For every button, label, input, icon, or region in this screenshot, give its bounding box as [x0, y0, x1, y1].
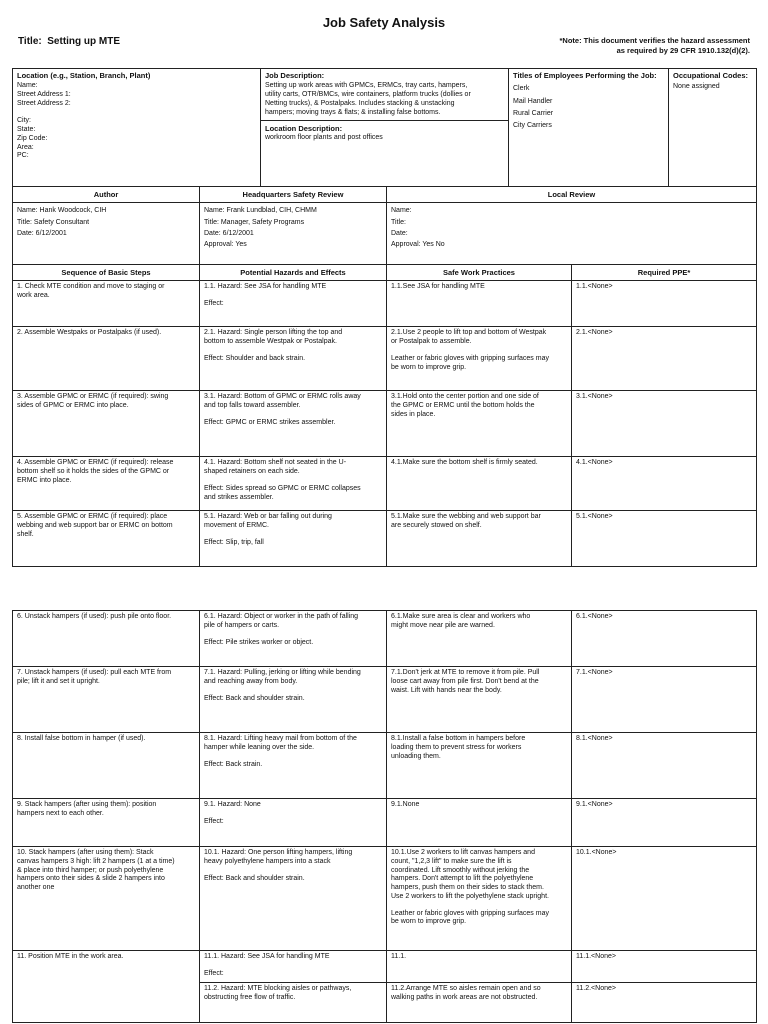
- practice-cell: [387, 457, 572, 511]
- column-practices: Safe Work Practices: [387, 265, 572, 281]
- hazard-text: 1.1. Hazard: See JSA for handling MTE: [204, 283, 327, 291]
- local-review-info: Name: Title: Date: Approval: Yes No: [387, 203, 757, 265]
- column-ppe: Required PPE*: [572, 265, 757, 281]
- hazard-text: 3.1. Hazard: Bottom of GPMC or ERMC rolls away and top falls toward assembler.: [204, 393, 361, 410]
- practice-text: 5.1.Make sure the webbing and web support bar are securely stowed on shelf.: [391, 513, 541, 530]
- practice-cell: [387, 733, 572, 799]
- practice-note: Leather or fabric gloves with gripping surfaces may be worn to improve grip.: [391, 909, 549, 926]
- step-row: [13, 391, 757, 457]
- steps-table-2: [12, 610, 757, 1023]
- codes-cell: [669, 69, 757, 187]
- practice-text: 2.1.Use 2 people to lift top and bottom of Westpak or Postalpak to assemble.: [391, 329, 547, 346]
- hazard-text: 10.1. Hazard: One person lifting hampers, lifting heavy polyethylene hampers into a stack: [204, 849, 353, 865]
- hazard-cell: [200, 281, 387, 327]
- ppe-cell: 11.1.<None>: [572, 951, 757, 983]
- ppe-cell: 2.1.<None>: [572, 327, 757, 391]
- practice-text: 9.1.None: [391, 801, 420, 808]
- effect-text: Effect: Shoulder and back strain.: [204, 354, 306, 362]
- practice-text: 3.1.Hold onto the center portion and one side of the GPMC or ERMC until the bottom holds the sides in place.: [391, 393, 539, 418]
- ppe-cell: 10.1.<None>: [572, 847, 757, 951]
- info-table: [12, 68, 757, 187]
- hazard-cell: [200, 847, 387, 951]
- hazard-cell: [200, 611, 387, 667]
- effect-text: Effect: Back and shoulder strain.: [204, 874, 305, 882]
- practice-text: 6.1.Make sure area is clear and workers who might move near pile are warned.: [391, 613, 531, 629]
- location-heading: Location (e.g., Station, Branch, Plant): [17, 71, 151, 80]
- column-hazards: Potential Hazards and Effects: [200, 265, 387, 281]
- review-table: [12, 186, 757, 265]
- step-row: [13, 281, 757, 327]
- hazard-text: 2.1. Hazard: Single person lifting the top and bottom to assemble Westpak or Postalpak.: [204, 329, 343, 346]
- effect-text: Effect:: [204, 300, 224, 308]
- hazard-text: 5.1. Hazard: Web or bar falling out during movement of ERMC.: [204, 513, 332, 530]
- practice-text: 10.1.Use 2 workers to lift canvas hampers and count, "1,2,3 lift" to make sure the lift is coordinated. Lift smoothly without jerking the hampers. Don't attempt to lift the polyethylene hampers, push them on their sides to stack them. Use 2 workers to lift the polyethylene stack upright.: [391, 849, 549, 900]
- practice-text: 1.1.See JSA for handling MTE: [391, 283, 485, 291]
- practice-cell: [387, 799, 572, 847]
- author-heading: Author: [13, 187, 200, 203]
- ppe-cell: 6.1.<None>: [572, 611, 757, 667]
- effect-text: Effect: GPMC or ERMC strikes assembler.: [204, 418, 336, 426]
- step-cell: 11. Position MTE in the work area.: [13, 951, 200, 1023]
- hazard-cell: [200, 327, 387, 391]
- practice-text: 4.1.Make sure the bottom shelf is firmly seated.: [391, 459, 538, 467]
- practice-cell: [387, 281, 572, 327]
- effect-text: Effect:: [204, 969, 224, 977]
- practice-cell: [387, 327, 572, 391]
- codes-value: None assigned: [673, 83, 720, 91]
- employees-heading: Titles of Employees Performing the Job:: [513, 71, 657, 80]
- step-cell: 2. Assemble Westpaks or Postalpaks (if used).: [13, 327, 200, 391]
- step-cell: 3. Assemble GPMC or ERMC (if required): swing sides of GPMC or ERMC into place.: [13, 391, 200, 457]
- column-steps: Sequence of Basic Steps: [13, 265, 200, 281]
- practice-text: 7.1.Don't jerk at MTE to remove it from pile. Pull loose cart away from pile first. Don't bend at the waist. Lift with hands near the body.: [391, 669, 540, 694]
- author-info: Name: Hank Woodcock, CIH Title: Safety Consultant Date: 6/12/2001: [13, 203, 200, 265]
- practice-cell: [387, 391, 572, 457]
- hazard-cell: [200, 951, 387, 983]
- hazard-text: 7.1. Hazard: Pulling, jerking or lifting while bending and reaching away from body.: [204, 669, 361, 685]
- practice-cell: 11.1.: [387, 951, 572, 983]
- page-title: Job Safety Analysis: [322, 15, 446, 30]
- employees-list: Clerk Mail Handler Rural Carrier City Carriers: [513, 85, 554, 130]
- ppe-cell: 8.1.<None>: [572, 733, 757, 799]
- ppe-cell: 11.2.<None>: [572, 983, 757, 1023]
- ppe-cell: 3.1.<None>: [572, 391, 757, 457]
- hazard-cell: [200, 457, 387, 511]
- employees-cell: [509, 69, 669, 187]
- step-cell: 4. Assemble GPMC or ERMC (if required): release bottom shelf so it holds the sides of the GPMC or ERMC into place.: [13, 457, 200, 511]
- ppe-cell: 4.1.<None>: [572, 457, 757, 511]
- location-description-text: workroom floor plants and post offices: [265, 133, 383, 141]
- document-title: Title: Setting up MTE: [18, 36, 121, 47]
- ppe-cell: 1.1.<None>: [572, 281, 757, 327]
- location-fields: Name: Street Address 1: Street Address 2: City: State: Zip Code: Area: PC:: [17, 82, 71, 160]
- regulation-note: *Note: This document verifies the hazard assessment as required by 29 CFR 1910.132(d)(2).: [559, 36, 750, 55]
- hazard-text: 4.1. Hazard: Bottom shelf not seated in the U- shaped retainers on each side.: [204, 459, 347, 476]
- practice-note: Leather or fabric gloves with gripping surfaces may be worn to improve grip.: [391, 354, 549, 371]
- practice-cell: [387, 511, 572, 567]
- practice-cell: [387, 611, 572, 667]
- step-row: [13, 511, 757, 567]
- practice-cell: 11.2.Arrange MTE so aisles remain open and so walking paths in work areas are not obstructed.: [387, 983, 572, 1023]
- hazard-cell: [200, 799, 387, 847]
- hq-review-heading: Headquarters Safety Review: [200, 187, 387, 203]
- step-row: [13, 733, 757, 799]
- practice-cell: [387, 847, 572, 951]
- hazard-text: 8.1. Hazard: Lifting heavy mail from bottom of the hamper while leaning over the side.: [204, 735, 357, 751]
- job-description-cell: [261, 69, 509, 187]
- ppe-cell: 5.1.<None>: [572, 511, 757, 567]
- step-row: [13, 799, 757, 847]
- ppe-cell: 9.1.<None>: [572, 799, 757, 847]
- hazard-cell: [200, 391, 387, 457]
- effect-text: Effect: Back and shoulder strain.: [204, 694, 305, 702]
- job-description-heading: Job Description:: [265, 71, 325, 80]
- effect-text: Effect: Slip, trip, fall: [204, 538, 264, 546]
- hazard-text: 9.1. Hazard: None: [204, 801, 261, 808]
- location-description-heading: Location Description:: [265, 124, 343, 134]
- practice-text: 8.1.Install a false bottom in hampers before loading them to prevent stress for workers unloading them.: [391, 735, 526, 760]
- step-row: [13, 667, 757, 733]
- step-row: [13, 611, 757, 667]
- effect-text: Effect: Pile strikes worker or object.: [204, 638, 314, 646]
- hazard-text: 11.1. Hazard: See JSA for handling MTE: [204, 953, 330, 960]
- step-cell: 5. Assemble GPMC or ERMC (if required): place webbing and web support bar or ERMC on bottom shelf.: [13, 511, 200, 567]
- hazard-cell: [200, 733, 387, 799]
- effect-text: Effect: Sides spread so GPMC or ERMC collapses and strikes assembler.: [204, 484, 361, 501]
- step-row: [13, 457, 757, 511]
- effect-text: Effect:: [204, 817, 224, 825]
- hq-review-info: Name: Frank Lundblad, CIH, CHMM Title: Manager, Safety Programs Date: 6/12/2001 Approval: Yes: [200, 203, 387, 265]
- local-review-heading: Local Review: [387, 187, 757, 203]
- step-cell: 9. Stack hampers (after using them): position hampers next to each other.: [13, 799, 200, 847]
- steps-table-1: [12, 264, 757, 567]
- step-cell: 1. Check MTE condition and move to staging or work area.: [13, 281, 200, 327]
- hazard-text: 6.1. Hazard: Object or worker in the path of falling pile of hampers or carts.: [204, 613, 359, 629]
- hazard-cell: 11.2. Hazard: MTE blocking aisles or pathways, obstructing free flow of traffic.: [200, 983, 387, 1023]
- codes-heading: Occupational Codes:: [673, 71, 749, 80]
- step-cell: 8. Install false bottom in hamper (if used).: [13, 733, 200, 799]
- ppe-cell: 7.1.<None>: [572, 667, 757, 733]
- practice-cell: [387, 667, 572, 733]
- hazard-cell: [200, 667, 387, 733]
- location-cell: [13, 69, 261, 187]
- step-cell: 7. Unstack hampers (if used): pull each MTE from pile; lift it and set it upright.: [13, 667, 200, 733]
- step-cell: 6. Unstack hampers (if used): push pile onto floor.: [13, 611, 200, 667]
- job-description-text: Setting up work areas with GPMCs, ERMCs, tray carts, hampers, utility carts, OTR/BMCs, wire containers, platform trucks (dollies or Netting trucks), & Postalpaks. Includes stacking & unstacking hampers; moving trays & flats; & installing false bottoms.: [265, 82, 471, 116]
- step-row: [13, 847, 757, 951]
- effect-text: Effect: Back strain.: [204, 760, 263, 768]
- hazard-cell: [200, 511, 387, 567]
- step-row: [13, 327, 757, 391]
- step-cell: 10. Stack hampers (after using them): Stack canvas hampers 3 high: lift 2 hampers (1 at a time) & place into third hamper; or push polyethylene hampers onto their sides & slide 2 hampers into another one: [13, 847, 200, 951]
